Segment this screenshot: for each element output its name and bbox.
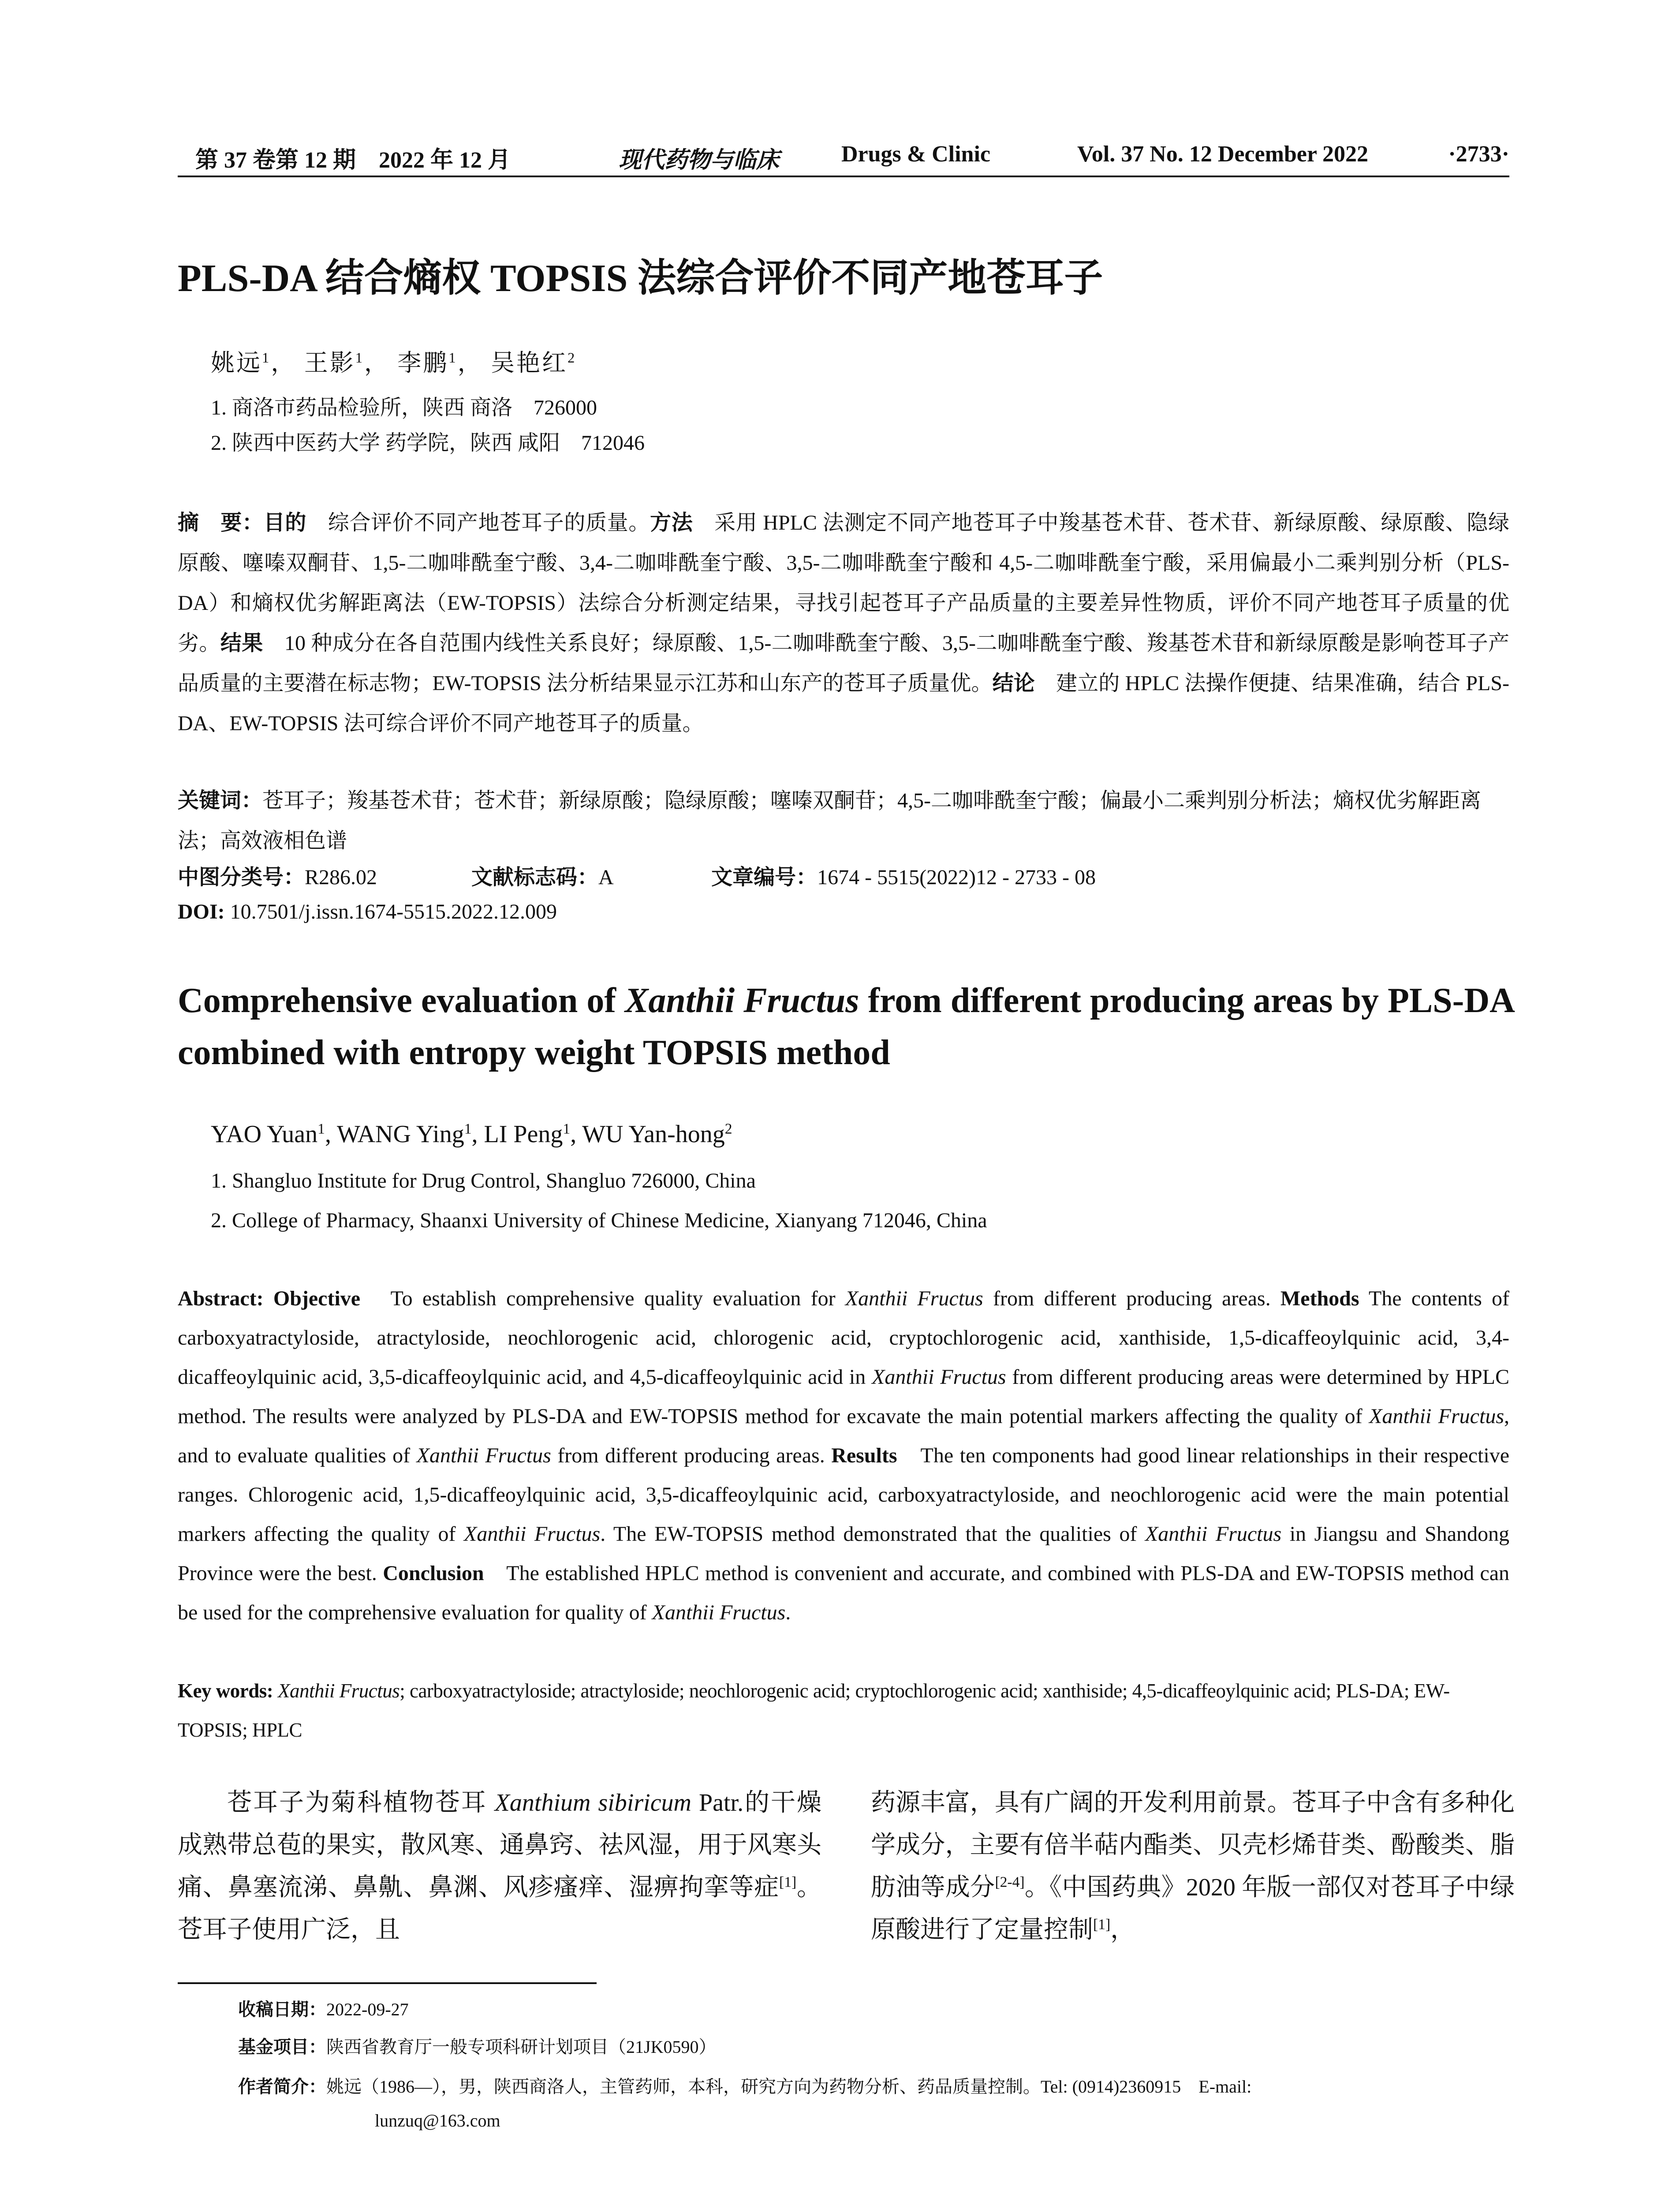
footnote-divider (178, 1982, 597, 1984)
affiliation-cn-1: 1. 商洛市药品检验所，陕西 商洛 726000 (211, 396, 597, 419)
author-affiliation-mark: 1 (262, 350, 271, 366)
methods-text: 采用 HPLC 法测定不同产地苍耳子中羧基苍术苷、苍术苷、新绿原酸、绿原酸、隐绿原酸、噻嗪双酮苷、1,5-二咖啡酰奎宁酸、3,4-二咖啡酰奎宁酸、3,5-二咖啡酰奎宁酸和 4,5-二咖啡酰奎宁酸，采用偏最小二乘判别分析（PLS-DA）和熵权优劣解距离法（EW-TOPSIS）法综合分析测定结果，寻找引起苍耳子产品质量的主要差异性物质，评价不同产地苍耳子质量的优劣。 (178, 511, 1509, 655)
species-name: Xanthii Fructus (277, 1680, 400, 1702)
abstract-en-text: . The EW-TOPSIS method demonstrated that the qualities of (600, 1522, 1145, 1546)
abstract-cn (178, 503, 1509, 744)
author-en: WU Yan-hong (582, 1121, 725, 1148)
objective-en-label: Objective (273, 1287, 361, 1310)
body-text: 。苍耳子使用广泛，且 (178, 1874, 822, 1943)
citation-ref[interactable]: [1] (1093, 1916, 1111, 1933)
bio-label: 作者简介： (238, 2077, 326, 2097)
header-journal-en: Drugs & Clinic (841, 142, 990, 167)
author-cn: 吴艳红 (491, 350, 568, 376)
abstract-en (178, 1279, 1509, 1632)
species-name: Xanthium sibiricum (494, 1789, 691, 1816)
objective-text: 综合评价不同产地苍耳子的质量。 (306, 511, 650, 534)
doc-code-value: A (598, 866, 613, 889)
keywords-en-text: ; carboxyatractyloside; atractyloside; neochlorogenic acid; cryptochlorogenic acid; xanthiside; 4,5-dicaffeoylquinic acid; PLS-DA; EW- TOPSIS; HPLC (178, 1680, 1450, 1741)
article-number-label: 文章编号： (711, 865, 818, 889)
body-text: 。《中国药典》2020 年版一部仅对苍耳子中绿原酸进行了定量控制 (871, 1874, 1515, 1943)
author-affiliation-mark: 1 (563, 1121, 571, 1137)
header-issue-cn: 第 37 卷第 12 期 2022 年 12 月 (195, 148, 511, 173)
conclusion-en-label: Conclusion (383, 1562, 484, 1585)
author-cn: 姚远 (211, 350, 262, 376)
doi-link[interactable]: 10.7501/j.issn.1674-5515.2022.12.009 (224, 900, 557, 923)
keywords-en (178, 1671, 1509, 1750)
species-name: Xanthii Fructus (1369, 1405, 1504, 1428)
species-name: Xanthii Fructus (464, 1522, 601, 1546)
results-en-label: Results (831, 1444, 897, 1467)
conclusion-text: 建立的 HPLC 法操作便捷、结果准确，结合 PLS-DA、EW-TOPSIS 法可综合评价不同产地苍耳子的质量。 (178, 672, 1509, 735)
doi-label: DOI: (178, 900, 225, 923)
author-affiliation-mark: 1 (464, 1121, 472, 1137)
author-cn: 王影 (304, 350, 355, 376)
body-column-left (178, 1782, 821, 1951)
abstract-en-text: The established HPLC method is convenient and accurate, and combined with PLS-DA and EW-TOPSIS method can be used for the comprehensive evaluation for quality of (178, 1562, 1510, 1624)
abstract-en-label: Abstract: (178, 1287, 273, 1310)
objective-label: 目的 (263, 510, 307, 535)
body-text: 药源丰富，具有广阔的开发利用前景。苍耳子中含有多种化学成分，主要有倍半萜内酯类、贝壳杉烯苷类、酚酸类、脂肪油等成分 (871, 1789, 1515, 1901)
abstract-en-text: To establish comprehensive quality evaluation for (360, 1287, 845, 1310)
authors-en: YAO Yuan$^1$, WANG Ying$^1$, LI Peng$^1$, WU Yan-hong$^2$ (211, 1121, 732, 1148)
body-text: Patr.的干燥成熟带总苞的果实，散风寒、通鼻窍、祛风湿，用于风寒头痛、鼻塞流涕、鼻鼽、鼻渊、风疹瘙痒、湿痹拘挛等症 (178, 1789, 822, 1901)
citation-ref[interactable]: [1] (779, 1874, 797, 1891)
abstract-en-text: from different producing areas. (983, 1287, 1281, 1310)
doi (178, 900, 557, 924)
fund-label: 基金项目： (238, 2037, 326, 2057)
author-affiliation-mark: 1 (448, 350, 458, 366)
species-name: Xanthii Fructus (845, 1287, 983, 1310)
running-header (178, 140, 1509, 177)
results-text: 10 种成分在各自范围内线性关系良好；绿原酸、1,5-二咖啡酰奎宁酸、3,5-二咖啡酰奎宁酸、羧基苍术苷和新绿原酸是影响苍耳子产品质量的主要潜在标志物；EW-TOPSIS 法分析结果显示江苏和山东产的苍耳子质量优。 (178, 632, 1509, 695)
header-journal-cn: 现代药物与临床 (619, 148, 780, 173)
body-text: 苍耳子为菊科植物苍耳 (227, 1789, 495, 1816)
author-affiliation-mark: 2 (567, 350, 577, 366)
clc-value: R286.02 (305, 866, 377, 889)
author-affiliation-mark: 1 (355, 350, 364, 366)
fund-text: 陕西省教育厅一般专项科研计划项目（21JK0590） (326, 2037, 717, 2057)
author-cn: 李鹏 (397, 350, 449, 376)
conclusion-label: 结论 (992, 671, 1035, 695)
bio-text: 姚远（1986—），男，陕西商洛人，主管药师，本科，研究方向为药物分析、药品质量控制。Tel: (0914)2360915 E-mail: (326, 2077, 1252, 2097)
header-volume-en: Vol. 37 No. 12 December 2022 (1077, 142, 1369, 167)
title-en-part: from different producing areas by PLS-DA combined with entropy weight TOPSIS method (178, 981, 1513, 1072)
abstract-en-text: , and to evaluate qualities of (178, 1405, 1509, 1467)
affiliation-en-2: 2. College of Pharmacy, Shaanxi University of Chinese Medicine, Xianyang 712046, China (211, 1209, 987, 1232)
species-name: Xanthii Fructus (1145, 1522, 1282, 1546)
methods-label: 方法 (650, 510, 693, 535)
keywords-en-label: Key words: (178, 1680, 278, 1702)
title-en (178, 975, 1527, 1079)
affiliation-cn-2: 2. 陕西中医药大学 药学院，陕西 咸阳 712046 (211, 431, 645, 455)
author-affiliation-mark: 1 (317, 1121, 325, 1137)
abstract-cn-label: 摘 要： (178, 510, 264, 535)
clc-label: 中图分类号： (178, 865, 305, 889)
received-date: 2022-09-27 (326, 1999, 409, 2019)
authors-cn: 姚远$^1$， 王影$^1$， 李鹏$^1$， 吴艳红$^2$ (211, 350, 577, 376)
author-en: YAO Yuan (211, 1121, 318, 1148)
methods-en-label: Methods (1280, 1287, 1359, 1310)
affiliation-en-1: 1. Shangluo Institute for Drug Control, Shangluo 726000, China (211, 1169, 756, 1192)
author-affiliation-mark: 2 (724, 1121, 732, 1137)
abstract-en-text: The ten components had good linear relationships in their respective ranges. Chlorogenic acid, 1,5-dicaffeoylquinic acid, 3,5-dicaffeoylquinic acid, carboxyatractyloside, and neochlorogenic acid were the main potential markers affecting the quality of (178, 1444, 1510, 1546)
header-page-number: ·2733· (1448, 142, 1509, 167)
abstract-en-text: in Jiangsu and Shandong Province were the best. (178, 1522, 1510, 1585)
doc-code-label: 文献标志码： (471, 865, 599, 889)
keywords-cn-label: 关键词： (178, 788, 263, 813)
footnote-author-bio (238, 2073, 1251, 2098)
footnote-fund (238, 2033, 716, 2058)
species-name: Xanthii Fructus (652, 1601, 786, 1624)
body-column-right (871, 1782, 1515, 1951)
results-label: 结果 (220, 631, 263, 655)
title-en-species: Xanthii Fructus (625, 981, 859, 1020)
citation-ref[interactable]: [2-4] (995, 1874, 1025, 1891)
footnote-received (238, 1996, 409, 2021)
title-cn: PLS-DA 结合熵权 TOPSIS 法综合评价不同产地苍耳子 (178, 257, 1103, 300)
abstract-en-text: from different producing areas. (551, 1444, 832, 1467)
abstract-en-text: The contents of carboxyatractyloside, atractyloside, neochlorogenic acid, chlorogenic acid, cryptochlorogenic acid, xanthiside, 1,5-dicaffeoylquinic acid, 3,4-dicaffeoylquinic acid, 3,5-dicaffeoylquinic acid, and 4,5-dicaffeoylquinic acid in (178, 1287, 1510, 1389)
article-number-value: 1674 - 5515(2022)12 - 2733 - 08 (817, 866, 1096, 889)
author-en: WANG Ying (336, 1121, 464, 1148)
title-en-part: Comprehensive evaluation of (178, 981, 625, 1020)
author-email[interactable]: lunzuq@163.com (375, 2111, 500, 2130)
body-text: ， (1110, 1916, 1135, 1943)
species-name: Xanthii Fructus (872, 1365, 1006, 1389)
abstract-en-text: from different producing areas were determined by HPLC method. The results were analyzed by PLS-DA and EW-TOPSIS method for excavate the main potential markers affecting the quality of (178, 1365, 1509, 1428)
species-name: Xanthii Fructus (416, 1444, 551, 1467)
classification-line (178, 860, 1096, 890)
keywords-cn (178, 781, 1509, 861)
author-en: LI Peng (484, 1121, 563, 1148)
received-label: 收稿日期： (238, 1999, 326, 2020)
keywords-cn-text: 苍耳子；羧基苍术苷；苍术苷；新绿原酸；隐绿原酸；噻嗪双酮苷；4,5-二咖啡酰奎宁酸；偏最小二乘判别分析法；熵权优劣解距离法；高效液相色谱 (178, 789, 1482, 852)
abstract-en-text: . (785, 1601, 791, 1624)
